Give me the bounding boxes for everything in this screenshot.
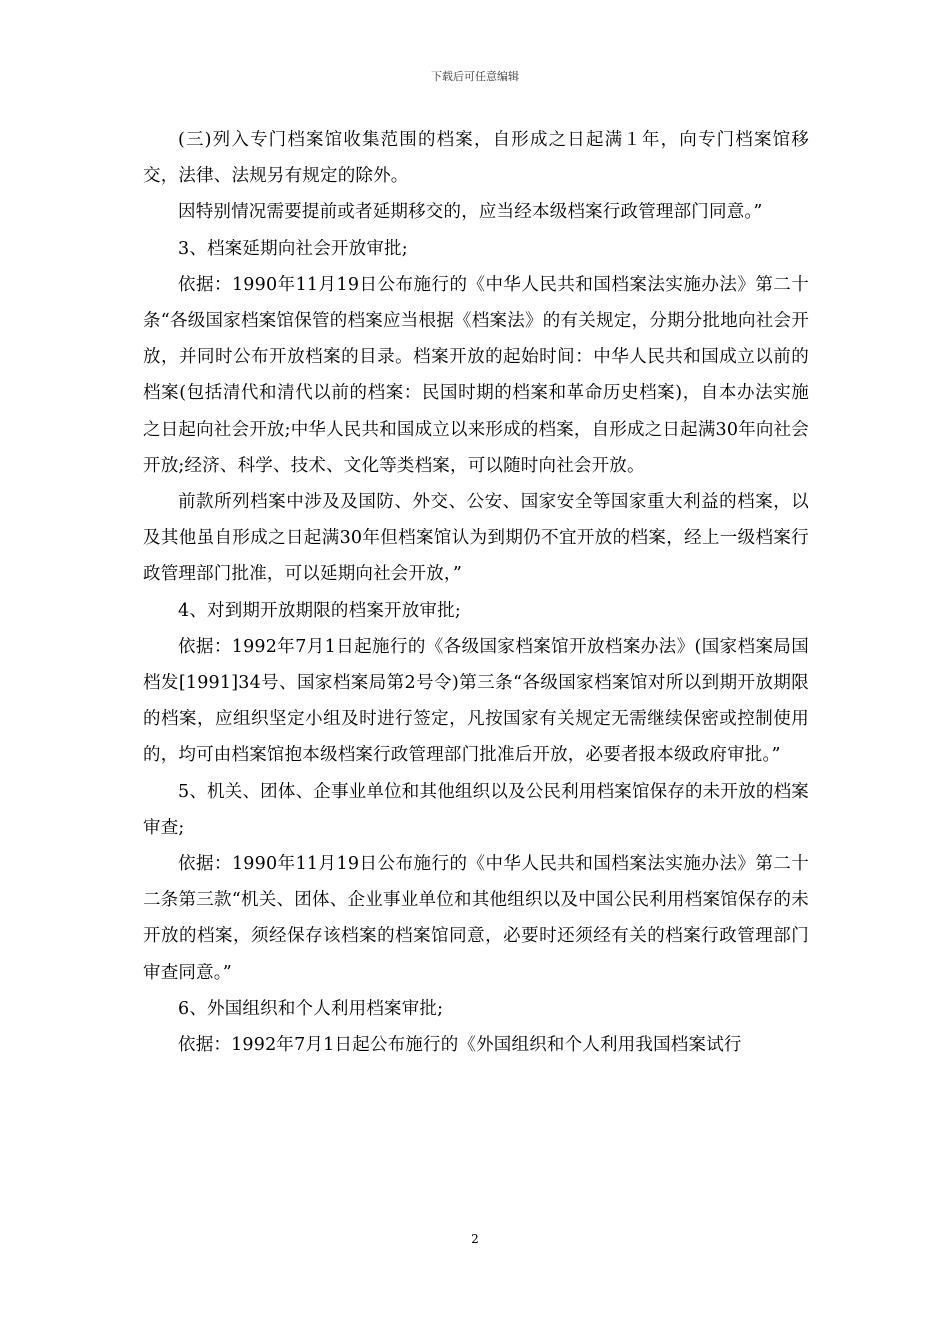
paragraph: 5、机关、团体、企事业单位和其他组织以及公民利用档案馆保存的未开放的档案审查; (143, 781, 809, 838)
paragraph: (三)列入专门档案馆收集范围的档案，自形成之日起满１年，向专门档案馆移交，法律、法规另有规定的除外。 (143, 130, 809, 187)
page-header: 下载后可任意编辑 (431, 70, 519, 83)
paragraph: 因特别情况需要提前或者延期移交的，应当经本级档案行政管理部门同意。” (178, 202, 763, 223)
page-number: 2 (471, 1232, 479, 1246)
paragraph: 前款所列档案中涉及及国防、外交、公安、国家安全等国家重大利益的档案，以及其他虽自形成之日起满30年但档案馆认为到期仍不宜开放的档案，经上一级档案行政管理部门批准，可以延期向社会开放，” (143, 492, 809, 585)
paragraph: 6、外国组织和个人利用档案审批; (178, 998, 444, 1019)
paragraph: 4、对到期开放期限的档案开放审批; (178, 600, 461, 621)
paragraph: 依据：1990年11月19日公布施行的《中华人民共和国档案法实施办法》第二十二条第三款“机关、团体、企业事业单位和其他组织以及中国公民利用档案馆保存的未开放的档案，须经保存该档案的档案馆同意，必要时还须经有关的档案行政管理部门审查同意。” (143, 854, 809, 983)
paragraph: 依据：1992年7月1日起公布施行的《外国组织和个人利用我国档案试行 (178, 1035, 742, 1056)
document-body (143, 122, 809, 1063)
paragraph: 3、档案延期向社会开放审批; (178, 238, 408, 259)
paragraph: 依据：1992年7月1日起施行的《各级国家档案馆开放档案办法》(国家档案局国档发[1991]34号、国家档案局第2号令)第三条“各级国家档案馆对所以到期开放期限的档案，应组织坚定小组及时进行签定，凡按国家有关规定无需继续保密或控制使用的，均可由档案馆抱本级档案行政管理部门批准后开放，必要者报本级政府审批。” (143, 636, 809, 766)
paragraph: 依据：1990年11月19日公布施行的《中华人民共和国档案法实施办法》第二十条“各级国家档案馆保管的档案应当根据《档案法》的有关规定，分期分批地向社会开放，并同时公布开放档案的目录。档案开放的起始时间：中华人民共和国成立以前的档案(包括清代和清代以前的档案：民国时期的档案和革命历史档案)，自本办法实施之日起向社会开放;中华人民共和国成立以来形成的档案，自形成之日起满30年向社会开放;经济、科学、技术、文化等类档案，可以随时向社会开放。 (143, 274, 809, 476)
